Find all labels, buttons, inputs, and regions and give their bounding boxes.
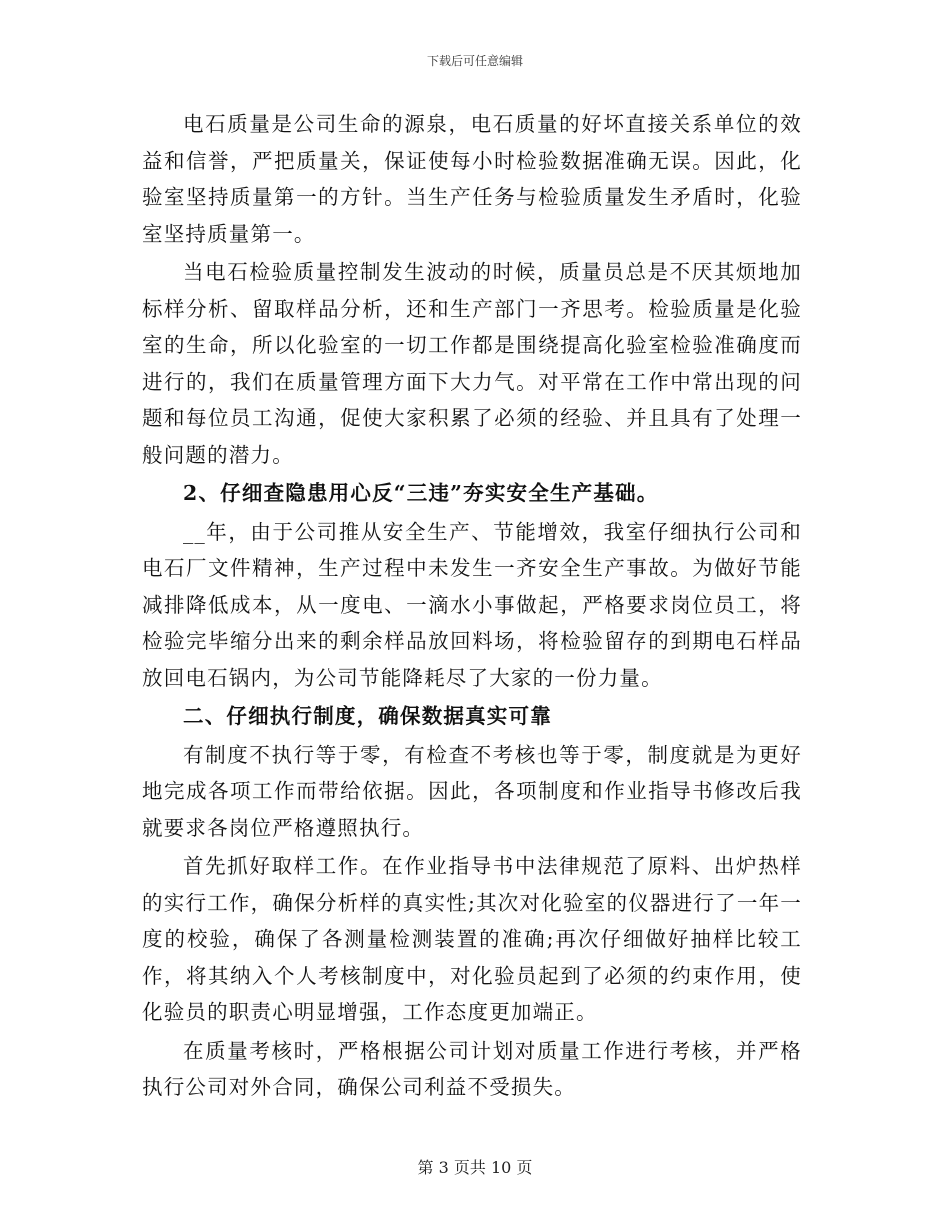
paragraph-safety-production: __年，由于公司推从安全生产、节能增效，我室仔细执行公司和电石厂文件精神，生产过程中未发生一齐安全生产事故。为做好节能减排降低成本，从一度电、一滴水小事做起，严格要求岗位员工，将检验完毕缩分出来的剩余样品放回料场，将检验留存的到期电石样品放回电石锅内，为公司节能降耗尽了大家的一份力量。 (142, 519, 802, 690)
page-header: 下载后可任意编辑 (426, 54, 523, 68)
document-body (142, 106, 802, 1108)
paragraph-system-execution: 有制度不执行等于零，有检查不考核也等于零，制度就是为更好地完成各项工作而带给依据。因此，各项制度和作业指导书修改后我就要求各岗位严格遵照执行。 (142, 742, 802, 840)
paragraph-quality-assessment: 在质量考核时，严格根据公司计划对质量工作进行考核，并严格执行公司对外合同，确保公司利益不受损失。 (142, 1038, 802, 1099)
page-number: 第 3 页共 10 页 (417, 1158, 533, 1177)
section-heading-safety: 2、仔细查隐患用心反“三违”夯实安全生产基础。 (183, 481, 659, 505)
section-heading-system: 二、仔细执行制度，确保数据真实可靠 (183, 704, 552, 728)
paragraph-quality-source: 电石质量是公司生命的源泉，电石质量的好坏直接关系单位的效益和信誉，严把质量关，保证使每小时检验数据准确无误。因此，化验室坚持质量第一的方针。当生产任务与检验质量发生矛盾时，化验室坚持质量第一。 (142, 112, 802, 246)
paragraph-sampling-work: 首先抓好取样工作。在作业指导书中法律规范了原料、出炉热样的实行工作，确保分析样的真实性;其次对化验室的仪器进行了一年一度的校验，确保了各测量检测装置的准确;再次仔细做好抽样比较工作，将其纳入个人考核制度中，对化验员起到了必须的约束作用，使化验员的职责心明显增强，工作态度更加端正。 (142, 854, 802, 1024)
paragraph-quality-control: 当电石检验质量控制发生波动的时候，质量员总是不厌其烦地加标样分析、留取样品分析，还和生产部门一齐思考。检验质量是化验室的生命，所以化验室的一切工作都是围绕提高化验室检验准确度而进行的，我们在质量管理方面下大力气。对平常在工作中常出现的问题和每位员工沟通，促使大家积累了必须的经验、并且具有了处理一般问题的潜力。 (142, 260, 802, 467)
